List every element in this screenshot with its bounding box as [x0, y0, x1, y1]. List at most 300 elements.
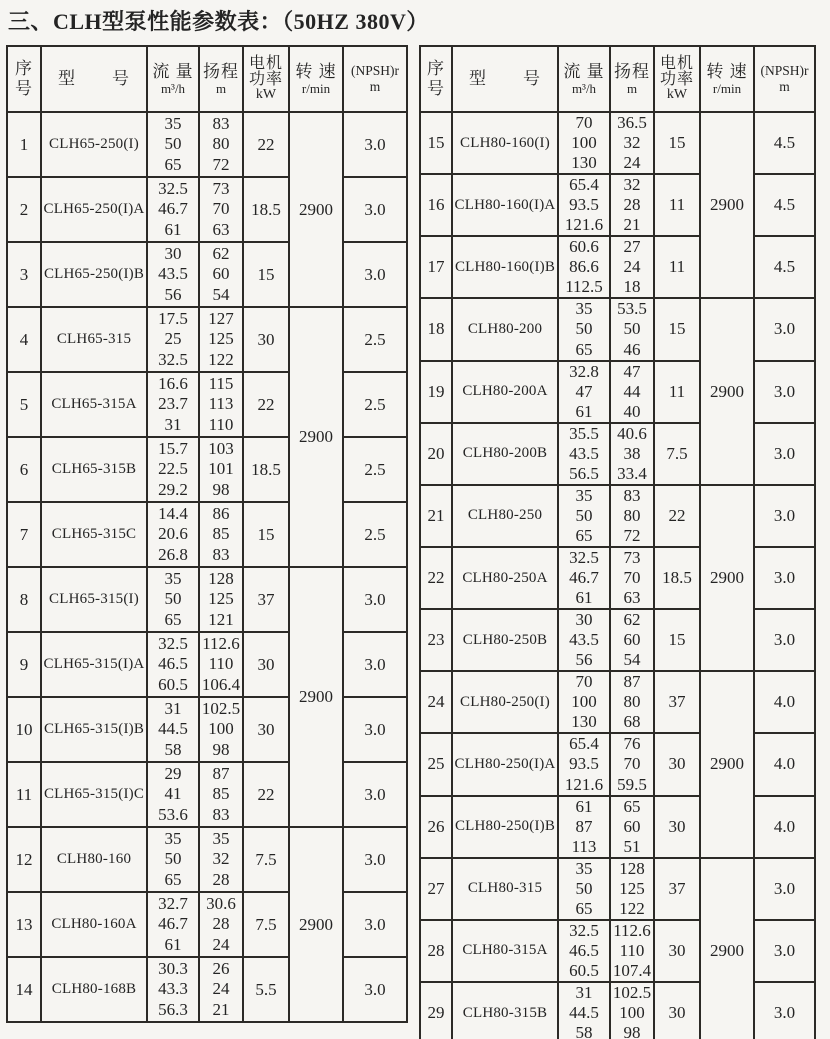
flow-cell — [558, 671, 610, 733]
flow-value: 86.6 — [569, 257, 599, 277]
table-row — [420, 174, 815, 236]
flow-cell — [147, 827, 199, 892]
model-cell: CLH80-200B — [452, 423, 558, 485]
flow-cell — [558, 423, 610, 485]
flow-value: 46.7 — [158, 199, 188, 219]
table-row — [7, 957, 407, 1022]
head-value: 110 — [208, 654, 234, 674]
row-number-cell: 12 — [7, 827, 41, 892]
head-cell — [610, 236, 654, 298]
row-number-cell: 11 — [7, 762, 41, 827]
power-cell: 30 — [243, 697, 289, 762]
head-value: 98 — [212, 479, 230, 499]
flow-value: 35.5 — [569, 423, 599, 443]
head-value: 30.6 — [206, 894, 236, 914]
flow-cell — [147, 437, 199, 502]
flow-value: 14.4 — [158, 504, 188, 524]
power-cell: 30 — [243, 632, 289, 697]
head-value: 21 — [212, 999, 230, 1019]
flow-value: 50 — [164, 849, 182, 869]
header-power-line2: 功率 — [248, 71, 283, 88]
header-npsh-unit: m — [779, 79, 790, 94]
flow-value: 46.5 — [158, 654, 188, 674]
power-cell: 18.5 — [243, 437, 289, 502]
npsh-cell: 2.5 — [343, 372, 407, 437]
power-cell: 30 — [654, 796, 700, 858]
npsh-cell: 3.0 — [754, 858, 815, 920]
head-value: 54 — [623, 650, 641, 670]
header-no — [7, 46, 41, 112]
head-value: 32 — [623, 133, 641, 153]
flow-value: 50 — [575, 319, 593, 339]
flow-cell — [558, 920, 610, 982]
head-value: 86 — [212, 504, 230, 524]
table-row — [420, 609, 815, 671]
power-cell: 30 — [654, 982, 700, 1039]
power-cell: 30 — [654, 733, 700, 795]
speed-cell: 2900 — [700, 858, 754, 1039]
head-value: 32 — [623, 175, 641, 195]
table-row — [7, 242, 407, 307]
header-npsh-label: (NPSH)r — [760, 62, 809, 78]
header-no-line1: 序 — [427, 59, 445, 79]
flow-value: 50 — [575, 505, 593, 525]
header-head-unit: m — [215, 80, 227, 96]
row-number-cell: 22 — [420, 547, 452, 609]
row-number-cell: 26 — [420, 796, 452, 858]
flow-cell — [558, 547, 610, 609]
head-value: 87 — [623, 672, 641, 692]
flow-value: 44.5 — [569, 1003, 599, 1023]
table-row — [420, 236, 815, 298]
flow-value: 32.5 — [569, 547, 599, 567]
head-value: 98 — [623, 1023, 641, 1039]
head-value: 54 — [212, 284, 230, 304]
npsh-cell: 4.5 — [754, 236, 815, 298]
header-npsh — [343, 46, 407, 112]
power-cell: 37 — [654, 671, 700, 733]
row-number-cell: 18 — [420, 298, 452, 360]
head-value: 83 — [212, 544, 230, 564]
flow-value: 31 — [164, 414, 182, 434]
power-cell: 22 — [654, 485, 700, 547]
head-value: 125 — [619, 878, 645, 898]
model-cell: CLH65-315(I)B — [41, 697, 147, 762]
row-number-cell: 1 — [7, 112, 41, 177]
flow-value: 32.5 — [569, 920, 599, 940]
model-cell: CLH65-250(I)B — [41, 242, 147, 307]
model-cell: CLH80-168B — [41, 957, 147, 1022]
flow-value: 60.5 — [158, 674, 188, 694]
row-number-cell: 25 — [420, 733, 452, 795]
table-row — [420, 796, 815, 858]
flow-value: 16.6 — [158, 374, 188, 394]
header-speed — [289, 46, 343, 112]
head-value: 59.5 — [617, 774, 647, 794]
table-row — [7, 762, 407, 827]
head-cell — [199, 892, 243, 957]
npsh-cell: 2.5 — [343, 502, 407, 567]
speed-cell: 2900 — [289, 567, 343, 827]
header-speed — [700, 46, 754, 112]
flow-cell — [147, 242, 199, 307]
flow-value: 29.2 — [158, 479, 188, 499]
flow-cell — [558, 485, 610, 547]
head-cell — [610, 920, 654, 982]
power-cell: 5.5 — [243, 957, 289, 1022]
head-value: 32 — [212, 849, 230, 869]
speed-cell: 2900 — [700, 112, 754, 298]
head-value: 47 — [623, 361, 641, 381]
head-cell — [610, 609, 654, 671]
table-row — [7, 502, 407, 567]
head-value: 21 — [623, 215, 641, 235]
flow-value: 50 — [164, 134, 182, 154]
header-row — [420, 46, 815, 112]
flow-value: 44.5 — [158, 719, 188, 739]
power-cell: 15 — [243, 242, 289, 307]
head-value: 24 — [212, 979, 230, 999]
npsh-cell: 3.0 — [343, 632, 407, 697]
head-value: 122 — [619, 898, 645, 918]
model-cell: CLH80-315A — [452, 920, 558, 982]
table-row — [420, 112, 815, 174]
header-no-line2: 号 — [427, 79, 445, 98]
npsh-cell: 4.5 — [754, 174, 815, 236]
head-cell — [610, 982, 654, 1039]
head-value: 68 — [623, 712, 641, 732]
head-value: 40.6 — [617, 423, 647, 443]
flow-value: 23.7 — [158, 394, 188, 414]
power-cell: 37 — [654, 858, 700, 920]
page-title: 三、CLH型泵性能参数表：（50HZ 380V） — [8, 9, 429, 34]
flow-value: 60.6 — [569, 237, 599, 257]
head-value: 40 — [623, 401, 641, 421]
power-cell: 11 — [654, 174, 700, 236]
row-number-cell: 21 — [420, 485, 452, 547]
flow-cell — [147, 632, 199, 697]
flow-cell — [558, 236, 610, 298]
table-row — [420, 547, 815, 609]
head-value: 100 — [208, 719, 234, 739]
flow-cell — [147, 372, 199, 437]
flow-cell — [147, 502, 199, 567]
head-value: 128 — [619, 858, 645, 878]
npsh-cell: 3.0 — [343, 242, 407, 307]
head-value: 18 — [623, 277, 641, 297]
head-value: 125 — [208, 329, 234, 349]
flow-cell — [147, 567, 199, 632]
flow-value: 17.5 — [158, 309, 188, 329]
flow-value: 70 — [575, 113, 593, 132]
table-row — [7, 697, 407, 762]
head-value: 102.5 — [612, 982, 652, 1002]
row-number-cell: 3 — [7, 242, 41, 307]
flow-value: 43.5 — [158, 264, 188, 284]
row-number-cell: 5 — [7, 372, 41, 437]
table-row — [420, 485, 815, 547]
npsh-cell: 3.0 — [343, 112, 407, 177]
head-value: 110 — [208, 414, 234, 434]
model-cell: CLH65-250(I) — [41, 112, 147, 177]
flow-value: 20.6 — [158, 524, 188, 544]
npsh-cell: 3.0 — [754, 982, 815, 1039]
flow-value: 41 — [164, 784, 182, 804]
flow-value: 56 — [575, 650, 593, 670]
model-cell: CLH65-315(I)C — [41, 762, 147, 827]
header-npsh-unit: m — [369, 79, 381, 94]
flow-value: 35 — [164, 569, 182, 589]
npsh-cell: 3.0 — [343, 697, 407, 762]
head-cell — [610, 671, 654, 733]
npsh-cell: 3.0 — [343, 177, 407, 242]
head-value: 106.4 — [201, 674, 241, 694]
head-value: 63 — [623, 588, 641, 608]
flow-value: 65.4 — [569, 175, 599, 195]
flow-value: 30 — [575, 610, 593, 630]
flow-value: 31 — [575, 982, 593, 1002]
table-row — [7, 632, 407, 697]
row-number-cell: 15 — [420, 112, 452, 174]
model-cell: CLH80-160(I)B — [452, 236, 558, 298]
flow-value: 121.6 — [564, 215, 604, 235]
flow-cell — [558, 796, 610, 858]
flow-value: 32.7 — [158, 894, 188, 914]
flow-value: 61 — [575, 588, 593, 608]
row-number-cell: 17 — [420, 236, 452, 298]
head-value: 28 — [212, 914, 230, 934]
power-cell: 11 — [654, 361, 700, 423]
flow-value: 61 — [575, 401, 593, 421]
head-value: 50 — [623, 319, 641, 339]
head-value: 24 — [212, 934, 230, 954]
flow-value: 93.5 — [569, 754, 599, 774]
header-model — [41, 46, 147, 112]
header-power — [654, 46, 700, 112]
power-cell: 37 — [243, 567, 289, 632]
head-value: 85 — [212, 784, 230, 804]
table-row — [420, 671, 815, 733]
model-cell: CLH65-315(I)A — [41, 632, 147, 697]
table-row — [7, 437, 407, 502]
header-speed-label: 转 速 — [706, 62, 748, 82]
row-number-cell: 16 — [420, 174, 452, 236]
flow-value: 56.3 — [158, 999, 188, 1019]
table-row — [420, 361, 815, 423]
head-cell — [610, 547, 654, 609]
header-speed-label: 转 速 — [295, 62, 337, 82]
power-cell: 7.5 — [243, 892, 289, 957]
npsh-cell: 4.0 — [754, 733, 815, 795]
head-value: 60 — [623, 630, 641, 650]
flow-value: 43.3 — [158, 979, 188, 999]
flow-value: 35 — [164, 829, 182, 849]
flow-value: 15.7 — [158, 439, 188, 459]
head-cell — [199, 567, 243, 632]
head-value: 80 — [623, 692, 641, 712]
head-cell — [199, 177, 243, 242]
npsh-cell: 2.5 — [343, 437, 407, 502]
flow-cell — [147, 892, 199, 957]
model-cell: CLH80-160A — [41, 892, 147, 957]
header-model-label: 型 号 — [469, 69, 541, 89]
head-value: 26 — [212, 959, 230, 979]
model-cell: CLH65-315(I) — [41, 567, 147, 632]
header-speed-unit: r/min — [712, 80, 742, 96]
flow-value: 46.7 — [158, 914, 188, 934]
table-row — [420, 298, 815, 360]
flow-value: 65 — [164, 869, 182, 889]
flow-cell — [147, 957, 199, 1022]
flow-value: 70 — [575, 672, 593, 692]
head-value: 101 — [208, 459, 234, 479]
model-cell: CLH80-160 — [41, 827, 147, 892]
head-cell — [199, 502, 243, 567]
row-number-cell: 2 — [7, 177, 41, 242]
header-no — [420, 46, 452, 112]
head-value: 73 — [623, 547, 641, 567]
head-value: 76 — [623, 734, 641, 754]
power-cell: 15 — [243, 502, 289, 567]
head-value: 125 — [208, 589, 234, 609]
row-number-cell: 7 — [7, 502, 41, 567]
flow-cell — [558, 298, 610, 360]
table-row — [7, 112, 407, 177]
row-number-cell: 9 — [7, 632, 41, 697]
flow-value: 65 — [575, 898, 593, 918]
header-no-line2: 号 — [15, 79, 33, 98]
flow-value: 100 — [571, 133, 597, 153]
head-value: 98 — [212, 739, 230, 759]
head-value: 62 — [623, 610, 641, 630]
speed-cell: 2900 — [700, 485, 754, 671]
head-value: 121 — [208, 609, 234, 629]
power-cell: 18.5 — [654, 547, 700, 609]
head-cell — [610, 112, 654, 174]
npsh-cell: 2.5 — [343, 307, 407, 372]
flow-value: 60.5 — [569, 960, 599, 980]
npsh-cell: 3.0 — [754, 609, 815, 671]
head-value: 35 — [212, 829, 230, 849]
model-cell: CLH80-160(I)A — [452, 174, 558, 236]
model-cell: CLH65-315C — [41, 502, 147, 567]
head-value: 112.6 — [202, 634, 240, 654]
head-cell — [199, 957, 243, 1022]
head-cell — [610, 858, 654, 920]
model-cell: CLH80-160(I) — [452, 112, 558, 174]
power-cell: 22 — [243, 112, 289, 177]
head-value: 107.4 — [612, 960, 652, 980]
head-value: 87 — [212, 764, 230, 784]
head-value: 72 — [212, 154, 230, 174]
flow-value: 29 — [164, 764, 182, 784]
header-power-unit: kW — [666, 87, 688, 103]
head-value: 63 — [212, 219, 230, 239]
head-value: 100 — [619, 1003, 645, 1023]
row-number-cell: 8 — [7, 567, 41, 632]
table-row — [7, 892, 407, 957]
head-value: 70 — [623, 754, 641, 774]
head-value: 70 — [623, 568, 641, 588]
header-speed-unit: r/min — [301, 80, 331, 96]
table-header — [420, 46, 815, 112]
header-power-line1: 电机 — [248, 54, 283, 72]
head-value: 80 — [212, 134, 230, 154]
flow-value: 121.6 — [564, 774, 604, 794]
flow-value: 100 — [571, 692, 597, 712]
head-value: 127 — [208, 309, 234, 329]
power-cell: 15 — [654, 298, 700, 360]
flow-value: 35 — [575, 485, 593, 505]
table-row — [420, 858, 815, 920]
flow-value: 65 — [575, 339, 593, 359]
header-power-line1: 电机 — [659, 54, 694, 72]
head-value: 128 — [208, 569, 234, 589]
model-cell: CLH80-250(I)B — [452, 796, 558, 858]
row-number-cell: 28 — [420, 920, 452, 982]
flow-cell — [558, 112, 610, 174]
head-cell — [199, 437, 243, 502]
table-row — [420, 733, 815, 795]
head-value: 85 — [212, 524, 230, 544]
model-cell: CLH80-250A — [452, 547, 558, 609]
head-value: 27 — [623, 237, 641, 257]
power-cell: 7.5 — [654, 423, 700, 485]
header-head-label: 扬程 — [614, 62, 650, 82]
head-value: 122 — [208, 349, 234, 369]
flow-value: 43.5 — [569, 443, 599, 463]
model-cell: CLH80-250(I) — [452, 671, 558, 733]
speed-cell: 2900 — [289, 307, 343, 567]
npsh-cell: 3.0 — [754, 298, 815, 360]
power-cell: 22 — [243, 372, 289, 437]
head-cell — [610, 485, 654, 547]
flow-value: 65 — [164, 609, 182, 629]
model-cell: CLH80-250 — [452, 485, 558, 547]
power-cell: 18.5 — [243, 177, 289, 242]
flow-value: 130 — [571, 712, 597, 732]
row-number-cell: 6 — [7, 437, 41, 502]
flow-value: 35 — [575, 858, 593, 878]
row-number-cell: 13 — [7, 892, 41, 957]
header-flow-unit: m³/h — [160, 80, 186, 96]
head-value: 73 — [212, 179, 230, 199]
npsh-cell: 3.0 — [343, 827, 407, 892]
head-cell — [610, 423, 654, 485]
flow-value: 112.5 — [565, 277, 603, 297]
power-cell: 7.5 — [243, 827, 289, 892]
header-head-unit: m — [626, 80, 638, 96]
head-value: 113 — [208, 394, 234, 414]
head-value: 28 — [212, 869, 230, 889]
flow-value: 65.4 — [569, 734, 599, 754]
flow-value: 32.5 — [158, 349, 188, 369]
power-cell: 15 — [654, 112, 700, 174]
head-value: 24 — [623, 257, 641, 277]
flow-value: 61 — [164, 934, 182, 954]
header-power — [243, 46, 289, 112]
power-cell: 11 — [654, 236, 700, 298]
head-value: 51 — [623, 836, 641, 856]
flow-value: 30 — [164, 244, 182, 264]
flow-cell — [558, 982, 610, 1039]
npsh-cell: 4.0 — [754, 671, 815, 733]
power-cell: 22 — [243, 762, 289, 827]
flow-value: 65 — [164, 154, 182, 174]
head-cell — [610, 733, 654, 795]
flow-value: 30.3 — [158, 959, 188, 979]
table-body-right — [420, 112, 815, 1039]
